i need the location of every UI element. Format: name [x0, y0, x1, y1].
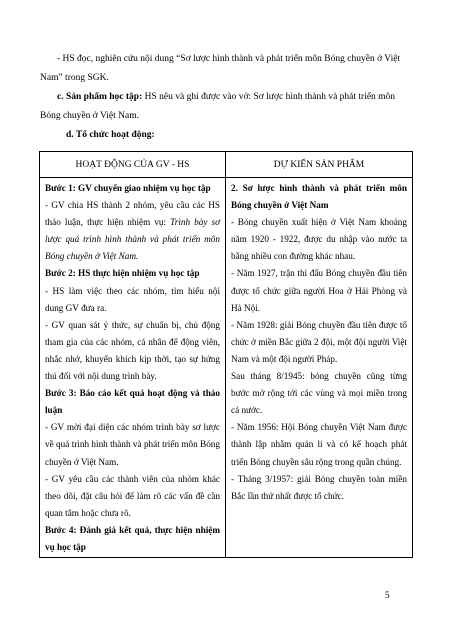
step2-text-2: - GV quan sát ý thức, sự chuẩn bị, chủ động tham gia của các nhóm, cá nhân để động viên, nhắc nhở, khuyến khích kịp thời, tạo sự hứng thú đối với nội dung trình bày.	[45, 319, 220, 382]
activity-cell	[40, 178, 226, 558]
product-text: HS nêu và ghi được vào vở: Sơ lược hình thành và phát triển môn Bóng chuyền ở Việt Nam.	[40, 92, 396, 121]
organize-heading: d. Tổ chức hoạt động:	[66, 130, 155, 140]
table-row	[40, 178, 413, 558]
product-label: c. Sản phẩm học tập:	[57, 92, 143, 102]
product-paragraph-3: - Năm 1928: giải Bóng chuyền đầu tiên được tổ chức ở miền Bắc giữa 2 đội, một đội người Việt Nam và một đội người Pháp.	[231, 319, 407, 364]
table-header-row	[40, 152, 413, 178]
step3-text-2: - GV yêu cầu các thành viên của nhóm khác theo dõi, đặt câu hỏi để làm rõ các vấn đề cần quan tâm hoặc chưa rõ.	[45, 473, 220, 518]
page-number: 5	[385, 590, 390, 600]
product-title: 2. Sơ lược hình thành và phát triển môn Bóng chuyền ở Việt Nam	[231, 183, 407, 211]
product-paragraph-1: - Bóng chuyền xuất hiện ở Việt Nam khoảng năm 1920 - 1922, được du nhập vào nước ta bằng nhiều con đường khác nhau.	[231, 217, 407, 262]
step2-title: Bước 2: HS thực hiện nhiệm vụ học tập	[45, 268, 200, 279]
intro-section	[40, 50, 410, 145]
step1-title: Bước 1: GV chuyển giao nhiệm vụ học tập	[45, 183, 211, 193]
header-expected-product: DỰ KIẾN SẢN PHẨM	[226, 152, 413, 178]
activity-table	[39, 151, 413, 558]
product-paragraph-6: - Tháng 3/1957: giải Bóng chuyền toàn miền Bắc lần thứ nhất được tổ chức.	[231, 473, 407, 501]
product-paragraph-4: Sau tháng 8/1945: bóng chuyền cũng từng bước mở rộng tới các vùng và mọi miền trong cả nước.	[231, 371, 407, 416]
step2-text-1: - HS làm việc theo các nhóm, tìm hiểu nội dung GV đưa ra.	[45, 285, 220, 313]
product-paragraph	[40, 88, 410, 126]
step3-title: Bước 3: Báo cáo kết quả hoạt động và thảo luận	[45, 388, 220, 416]
step3-text-1: - GV mời đại diện các nhóm trình bày sơ lược về quá trình hình thành và phát triển môn Bóng chuyền ở Việt Nam.	[45, 422, 220, 467]
intro-task-text: - HS đọc, nghiên cứu nội dung “Sơ lược hình thành và phát triển môn Bóng chuyền ở Việt Nam” trong SGK.	[40, 54, 401, 83]
product-cell	[226, 178, 413, 558]
step1-text: - GV chia HS thành 2 nhóm, yêu cầu các HS thảo luận, thực hiện nhiệm vụ: Trình bày sơ lược quá trình hình thành và phát triển môn Bóng chuyền ở Việt Nam.	[45, 200, 220, 262]
product-paragraph-5: - Năm 1956: Hội Bóng chuyền Việt Nam được thành lập nhằm quản lí và có kế hoạch phát triển Bóng chuyền sâu rộng trong quần chúng.	[231, 422, 407, 467]
header-teacher-student-activity: HOẠT ĐỘNG CỦA GV - HS	[40, 152, 226, 178]
product-paragraph-2: - Năm 1927, trận thi đấu Bóng chuyền đầu tiên được tổ chức giữa người Hoa ở Hải Phòng và Hà Nội.	[231, 268, 407, 313]
step4-title: Bước 4: Đánh giá kết quả, thực hiện nhiệm vụ học tập	[45, 524, 220, 552]
